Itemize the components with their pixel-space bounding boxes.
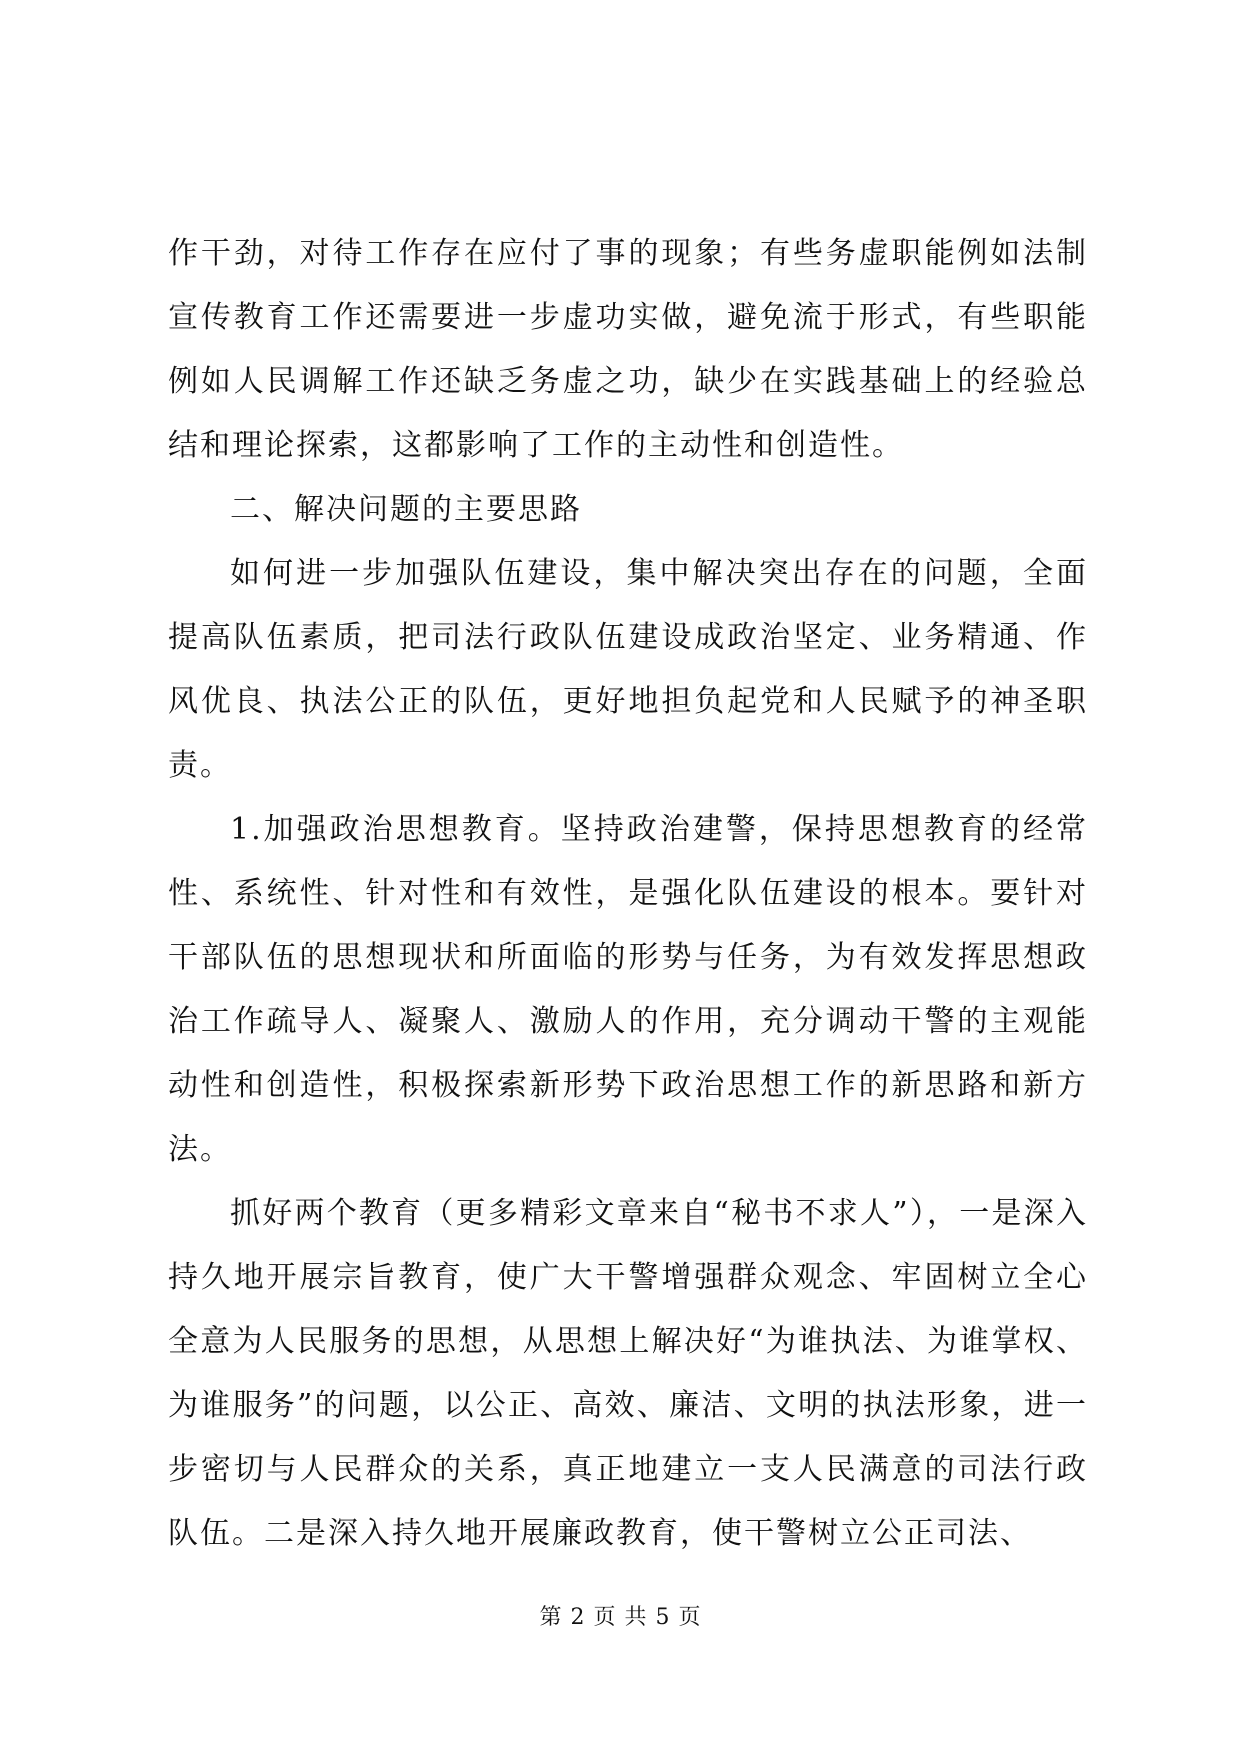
document-body (168, 222, 1088, 1566)
paragraph-item-1: 1.加强政治思想教育。坚持政治建警，保持思想教育的经常性、系统性、针对性和有效性，是强化队伍建设的根本。要针对干部队伍的思想现状和所面临的形势与任务，为有效发挥思想政治工作疏导人、凝聚人、激励人的作用，充分调动干警的主观能动性和创造性，积极探索新形势下政治思想工作的新思路和新方法。 (168, 812, 1088, 1167)
paragraph-two-educations: 抓好两个教育（更多精彩文章来自“秘书不求人”），一是深入持久地开展宗旨教育，使广大干警增强群众观念、牢固树立全心全意为人民服务的思想，从思想上解决好“为谁执法、为谁掌权、为谁服务”的问题，以公正、高效、廉洁、文明的执法形象，进一步密切与人民群众的关系，真正地建立一支人民满意的司法行政队伍。二是深入持久地开展廉政教育，使干警树立公正司法、 (168, 1196, 1088, 1551)
paragraph-intro: 如何进一步加强队伍建设，集中解决突出存在的问题，全面提高队伍素质，把司法行政队伍建设成政治坚定、业务精通、作风优良、执法公正的队伍，更好地担负起党和人民赋予的神圣职责。 (168, 556, 1088, 783)
paragraph-continuation: 作干劲，对待工作存在应付了事的现象；有些务虚职能例如法制宣传教育工作还需要进一步虚功实做，避免流于形式，有些职能例如人民调解工作还缺乏务虚之功，缺少在实践基础上的经验总结和理论探索，这都影响了工作的主动性和创造性。 (168, 236, 1088, 463)
section-heading: 二、解决问题的主要思路 (230, 492, 582, 527)
page-number-footer: 第 2 页 共 5 页 (539, 1605, 702, 1630)
